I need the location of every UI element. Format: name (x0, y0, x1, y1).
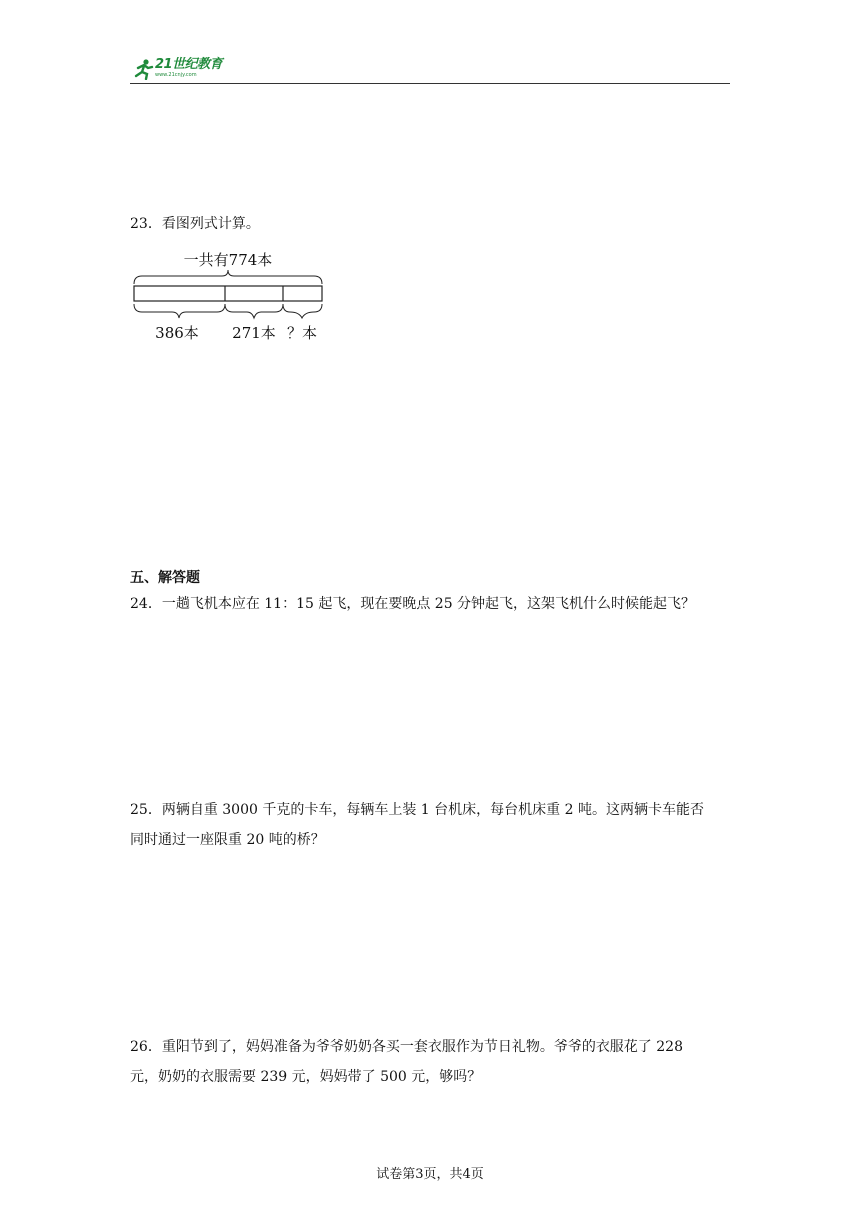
question-25-line-1: 25．两辆自重 3000 千克的卡车，每辆车上装 1 台机床，每台机床重 2 吨。这两辆卡车能否 (130, 802, 704, 818)
logo-text: 21世纪教育 (155, 57, 223, 72)
page-header (130, 56, 730, 84)
section-title: 五、解答题 (130, 570, 200, 586)
header-rule (130, 83, 730, 84)
brace-segment-3 (283, 304, 322, 318)
segment-label-2: 271本 (232, 324, 276, 342)
question-26 (130, 1032, 730, 1092)
brace-segment-1 (134, 304, 225, 318)
segment-label-1: 386本 (155, 324, 199, 342)
question-26-line-1: 26．重阳节到了，妈妈准备为爷爷奶奶各买一套衣服作为节日礼物。爷爷的衣服花了 228 (130, 1039, 683, 1055)
question-23: 23．看图列式计算。 (130, 216, 260, 232)
question-25 (130, 795, 730, 855)
question-24: 24．一趟飞机本应在 11：15 起飞，现在要晚点 25 分钟起飞，这架飞机什么时候能起飞？ (130, 596, 696, 612)
logo-url-text: www.21cnjy.com (155, 72, 197, 78)
question-25-line-2: 同时通过一座限重 20 吨的桥？ (130, 832, 325, 848)
logo (132, 58, 222, 82)
brace-segment-2 (225, 304, 283, 318)
runner-logo-icon (132, 58, 154, 80)
segment-label-3: ？本 (286, 324, 318, 342)
question-26-line-2: 元，奶奶的衣服需要 239 元，妈妈带了 500 元，够吗？ (130, 1069, 482, 1085)
bar-diagram (130, 246, 330, 346)
page-footer: 试卷第3页，共4页 (376, 1167, 484, 1182)
top-brace (134, 270, 322, 284)
bar-outline (134, 286, 322, 301)
total-label: 一共有774本 (183, 251, 273, 269)
